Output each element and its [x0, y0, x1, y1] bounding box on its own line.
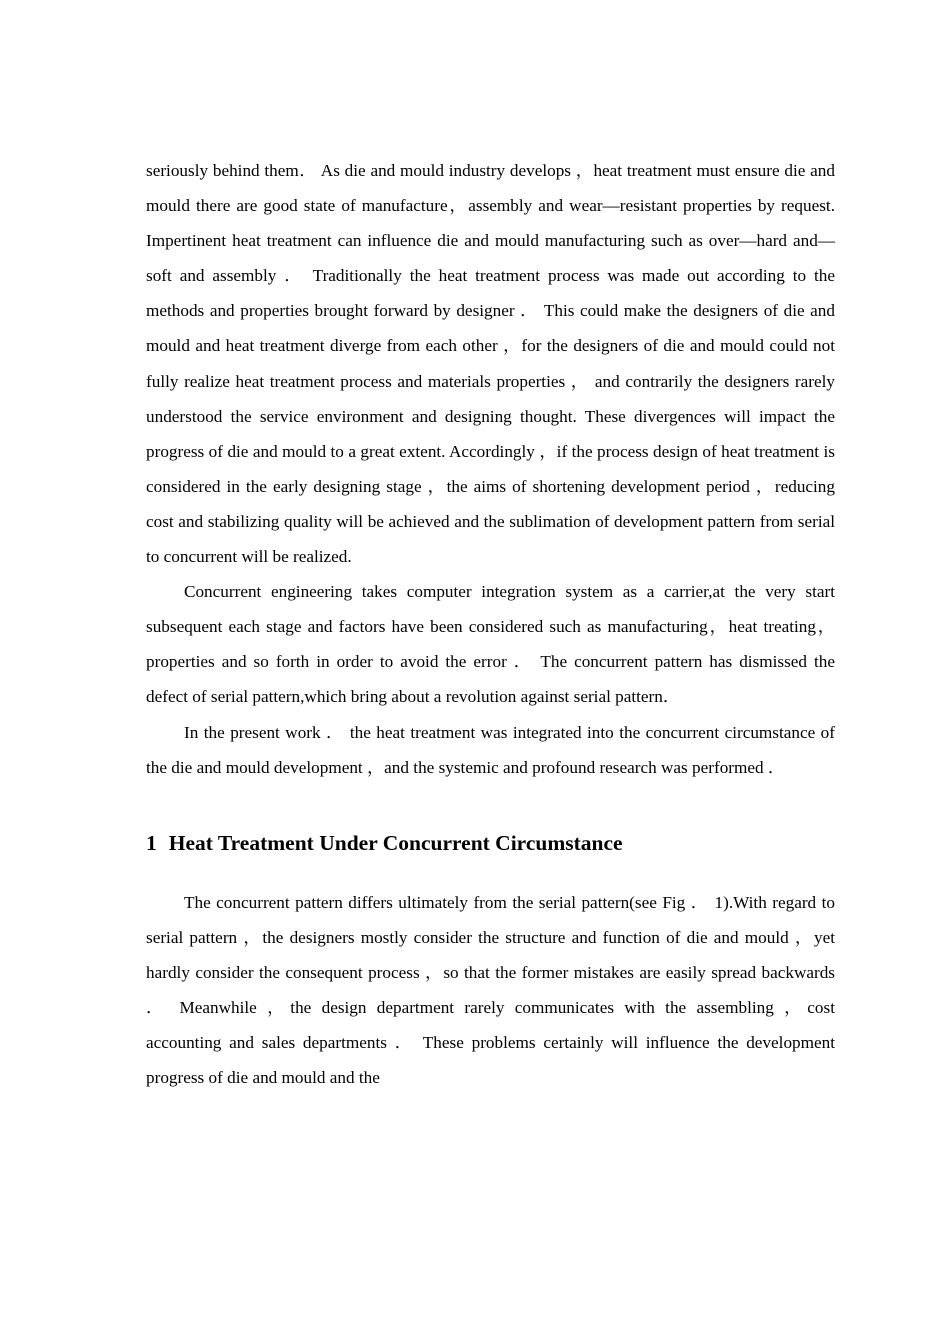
body-paragraph-4: The concurrent pattern differs ultimately from the serial pattern(see Fig ． 1).With regard to serial pattern ，the designers mostly consider the structure and function of die and mould ，yet hardly consider the consequent process ，so that the former mistakes are easily spread backwards ． Meanwhile ，the design department rarely communicates with the assembling ，cost accounting and sales departments ． These problems certainly will influence the development progress of die and mould and the: [146, 892, 835, 1088]
body-paragraph-1: seriously behind them． As die and mould industry develops ，heat treatment must ensure die and mould there are good state of manufacture，assembly and wear—resistant properties by request. Impertinent heat treatment can influence die and mould manufacturing such as over—hard and—soft and assembly ． Traditionally the heat treatment process was made out according to the methods and properties brought forward by designer ． This could make the designers of die and mould and heat treatment diverge from each other ，for the designers of die and mould could not fully realize heat treatment process and materials properties ， and contrarily the designers rarely understood the service environment and designing thought. These divergences will impact the progress of die and mould to a great extent. Accordingly ，if the process design of heat treatment is considered in the early designing stage ，the aims of shortening development period ，reducing cost and stabilizing quality will be achieved and the sublimation of development pattern from serial to concurrent will be realized.: [146, 161, 835, 567]
body-paragraph-2: Concurrent engineering takes computer integration system as a carrier,at the very start subsequent each stage and factors have been considered such as manufacturing，heat treating，properties and so forth in order to avoid the error ． The concurrent pattern has dismissed the defect of serial pattern,which bring about a revolution against serial pattern．: [146, 582, 835, 707]
document-page: [146, 153, 835, 1095]
body-paragraph-3: In the present work ． the heat treatment was integrated into the concurrent circumstance of the die and mould development ，and the systemic and profound research was performed ．: [146, 722, 835, 777]
section-title: Heat Treatment Under Concurrent Circumstance: [168, 830, 623, 855]
section-number: 1: [146, 830, 157, 855]
section-heading: [146, 829, 835, 857]
